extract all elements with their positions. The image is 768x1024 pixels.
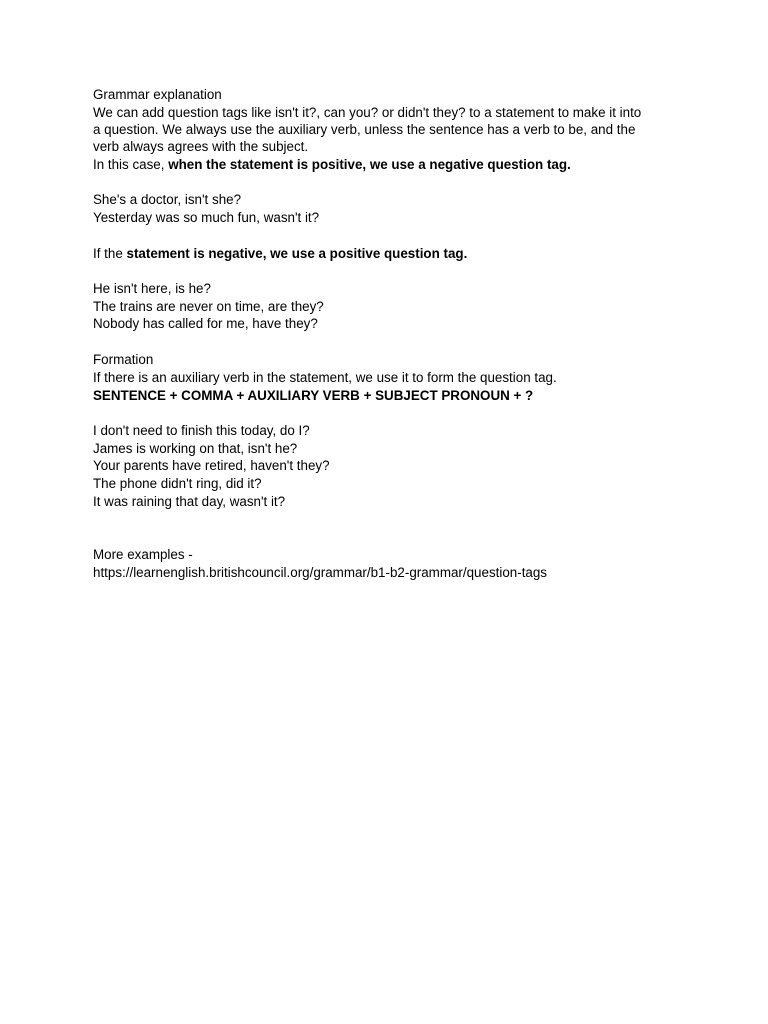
auxiliary-example: The phone didn't ring, did it?	[93, 476, 262, 491]
auxiliary-example: I don't need to finish this today, do I?	[93, 423, 310, 438]
negative-rule-bold: statement is negative, we use a positive question tag.	[126, 246, 468, 261]
negative-example: Nobody has called for me, have they?	[93, 316, 318, 331]
negative-rule-prefix: If the	[93, 246, 127, 261]
auxiliary-example: Your parents have retired, haven't they?	[93, 458, 330, 473]
positive-rule	[93, 156, 571, 173]
section-heading-grammar-explanation: Grammar explanation	[93, 87, 222, 102]
positive-example: She's a doctor, isn't she?	[93, 192, 242, 207]
more-examples-label: More examples -	[93, 547, 193, 562]
formation-formula: SENTENCE + COMMA + AUXILIARY VERB + SUBJECT PRONOUN + ?	[93, 388, 534, 403]
more-examples-url[interactable]: https://learnenglish.britishcouncil.org/grammar/b1-b2-grammar/question-tags	[93, 565, 548, 580]
positive-rule-bold: when the statement is positive, we use a negative question tag.	[168, 157, 571, 172]
positive-example: Yesterday was so much fun, wasn't it?	[93, 210, 320, 225]
intro-line-3: verb always agrees with the subject.	[93, 139, 309, 154]
formation-text: If there is an auxiliary verb in the statement, we use it to form the question tag.	[93, 370, 557, 385]
intro-line-1: We can add question tags like isn't it?, can you? or didn't they? to a statement to make it into	[93, 105, 642, 120]
auxiliary-example: It was raining that day, wasn't it?	[93, 494, 286, 509]
auxiliary-example: James is working on that, isn't he?	[93, 441, 298, 456]
negative-example: The trains are never on time, are they?	[93, 299, 324, 314]
negative-example: He isn't here, is he?	[93, 281, 211, 296]
negative-rule	[93, 245, 467, 262]
document-page	[93, 0, 693, 1024]
intro-line-2: a question. We always use the auxiliary verb, unless the sentence has a verb to be, and the	[93, 122, 636, 137]
positive-rule-prefix: In this case,	[93, 157, 169, 172]
section-heading-formation: Formation	[93, 352, 154, 367]
